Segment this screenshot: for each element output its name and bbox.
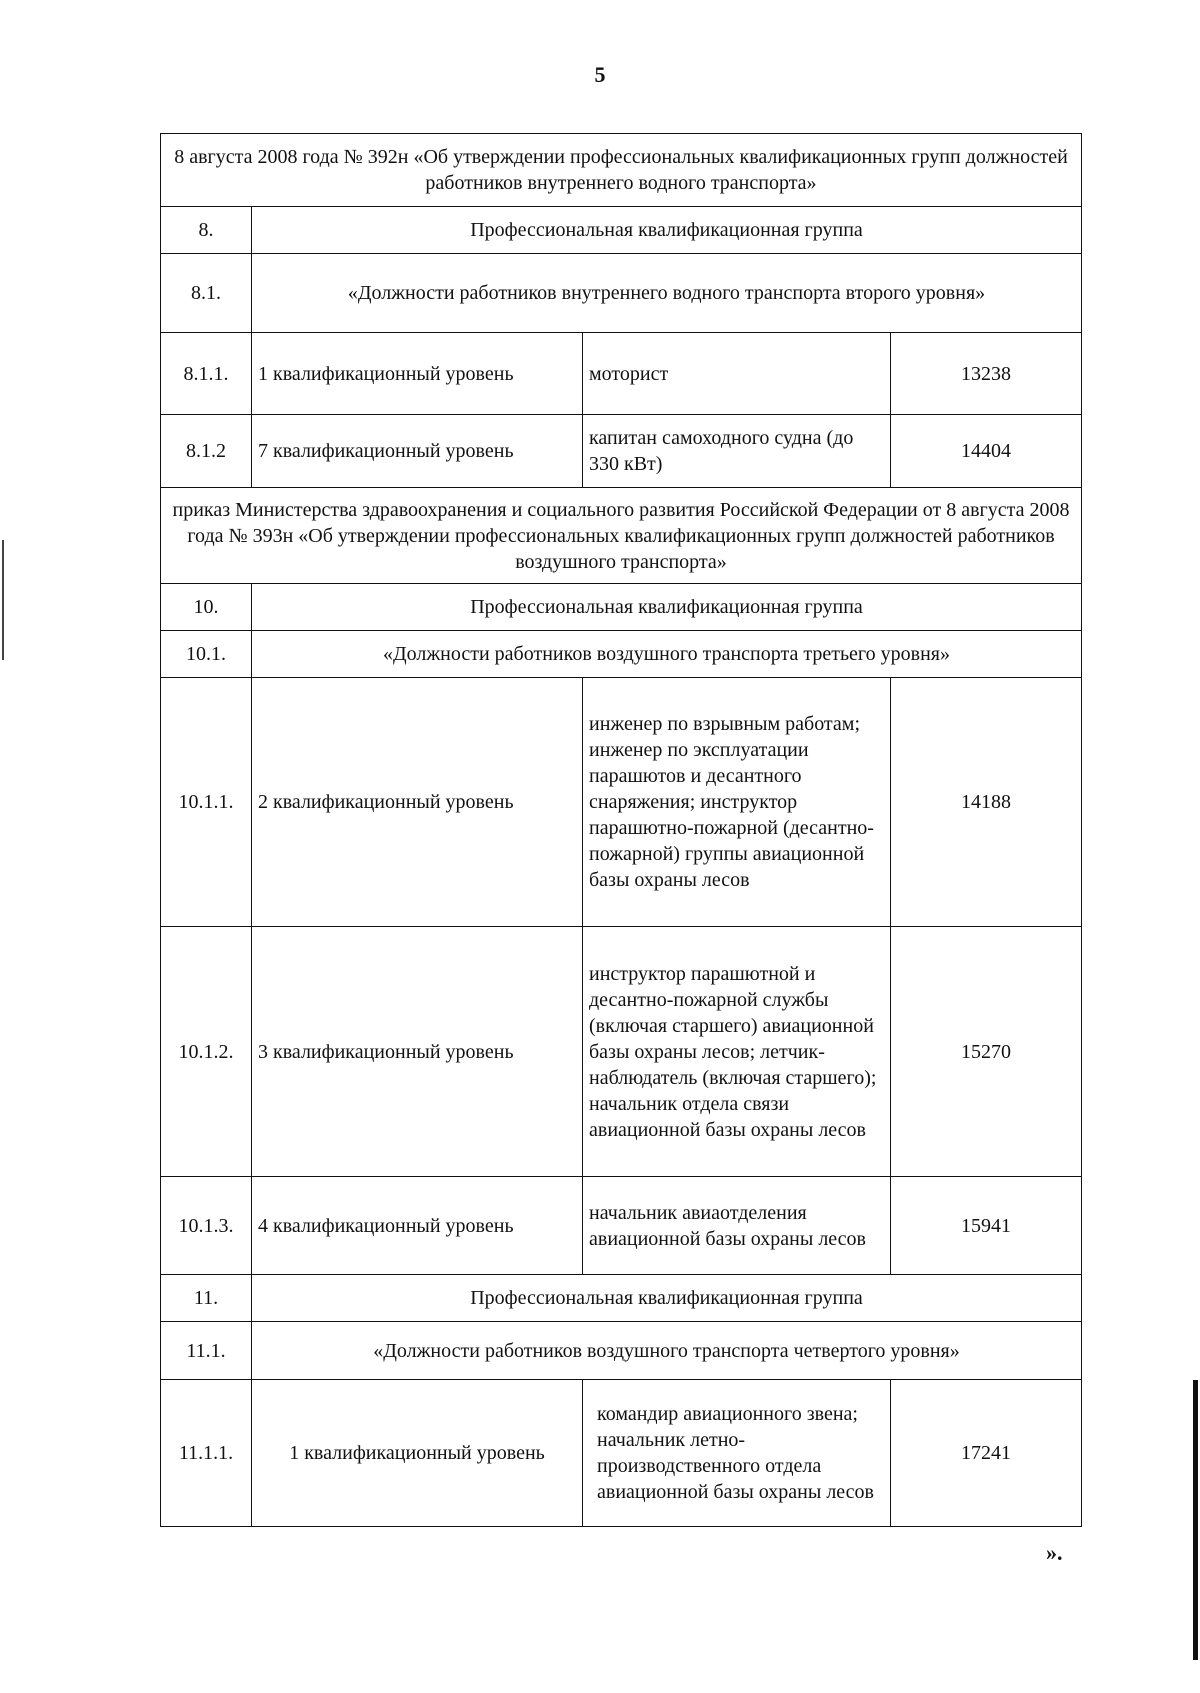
subgroup-number: 8.1.: [161, 254, 252, 333]
qualification-level: 7 квалификационный уровень: [252, 415, 583, 488]
value: 15270: [891, 927, 1082, 1177]
row-number: 8.1.2: [161, 415, 252, 488]
positions: инженер по взрывным работам; инженер по эксплуатации парашютов и десантного снаряжения; инструктор парашютно-пожарной (десантно-пожарной) группы авиационной базы охраны лесов: [583, 678, 891, 927]
group-number: 11.: [161, 1275, 252, 1322]
value: 14404: [891, 415, 1082, 488]
qualification-table: [160, 133, 1082, 1527]
subgroup-label: «Должности работников воздушного транспорта третьего уровня»: [252, 631, 1082, 678]
subgroup-number: 11.1.: [161, 1322, 252, 1380]
table-row: [161, 1380, 1082, 1527]
positions: начальник авиаотделения авиационной базы охраны лесов: [583, 1177, 891, 1275]
row-number: 10.1.2.: [161, 927, 252, 1177]
subgroup-number: 10.1.: [161, 631, 252, 678]
qualification-level: 1 квалификационный уровень: [252, 1380, 583, 1527]
table-row: [161, 1177, 1082, 1275]
table-row: [161, 927, 1082, 1177]
closing-quote-mark: ».: [1046, 1540, 1063, 1565]
row-number: 8.1.1.: [161, 333, 252, 415]
qualification-level: 4 квалификационный уровень: [252, 1177, 583, 1275]
qualification-level: 1 квалификационный уровень: [252, 333, 583, 415]
row-number: 10.1.1.: [161, 678, 252, 927]
group-row: [161, 584, 1082, 631]
positions: моторист: [583, 333, 891, 415]
group-label: Профессиональная квалификационная группа: [252, 207, 1082, 254]
page-number: 5: [594, 62, 606, 87]
group-row: [161, 1275, 1082, 1322]
section-header-row: [161, 134, 1082, 207]
section-header: приказ Министерства здравоохранения и социального развития Российской Федерации от 8 августа 2008 года № 393н «Об утверждении профессиональных квалификационных групп должностей работников воздушного транспорта»: [161, 488, 1082, 584]
group-number: 10.: [161, 584, 252, 631]
value: 14188: [891, 678, 1082, 927]
table-row: [161, 415, 1082, 488]
group-row: [161, 207, 1082, 254]
value: 15941: [891, 1177, 1082, 1275]
positions: инструктор парашютной и десантно-пожарной службы (включая старшего) авиационной базы охраны лесов; летчик-наблюдатель (включая старшего); начальник отдела связи авиационной базы охраны лесов: [583, 927, 891, 1177]
section-header: 8 августа 2008 года № 392н «Об утверждении профессиональных квалификационных групп должностей работников внутреннего водного транспорта»: [161, 134, 1082, 207]
table-row: [161, 678, 1082, 927]
qualification-level: 2 квалификационный уровень: [252, 678, 583, 927]
row-number: 10.1.3.: [161, 1177, 252, 1275]
scan-mark-right: [1193, 1380, 1198, 1660]
positions: командир авиационного звена; начальник летно-производственного отдела авиационной базы охраны лесов: [583, 1380, 891, 1527]
row-number: 11.1.1.: [161, 1380, 252, 1527]
group-label: Профессиональная квалификационная группа: [252, 584, 1082, 631]
qualification-level: 3 квалификационный уровень: [252, 927, 583, 1177]
value: 13238: [891, 333, 1082, 415]
subgroup-row: [161, 254, 1082, 333]
value: 17241: [891, 1380, 1082, 1527]
section-header-row: [161, 488, 1082, 584]
scan-mark-left: [2, 540, 4, 660]
subgroup-label: «Должности работников внутреннего водного транспорта второго уровня»: [252, 254, 1082, 333]
table-row: [161, 333, 1082, 415]
group-label: Профессиональная квалификационная группа: [252, 1275, 1082, 1322]
subgroup-label: «Должности работников воздушного транспорта четвертого уровня»: [252, 1322, 1082, 1380]
subgroup-row: [161, 631, 1082, 678]
subgroup-row: [161, 1322, 1082, 1380]
positions: капитан самоходного судна (до 330 кВт): [583, 415, 891, 488]
group-number: 8.: [161, 207, 252, 254]
